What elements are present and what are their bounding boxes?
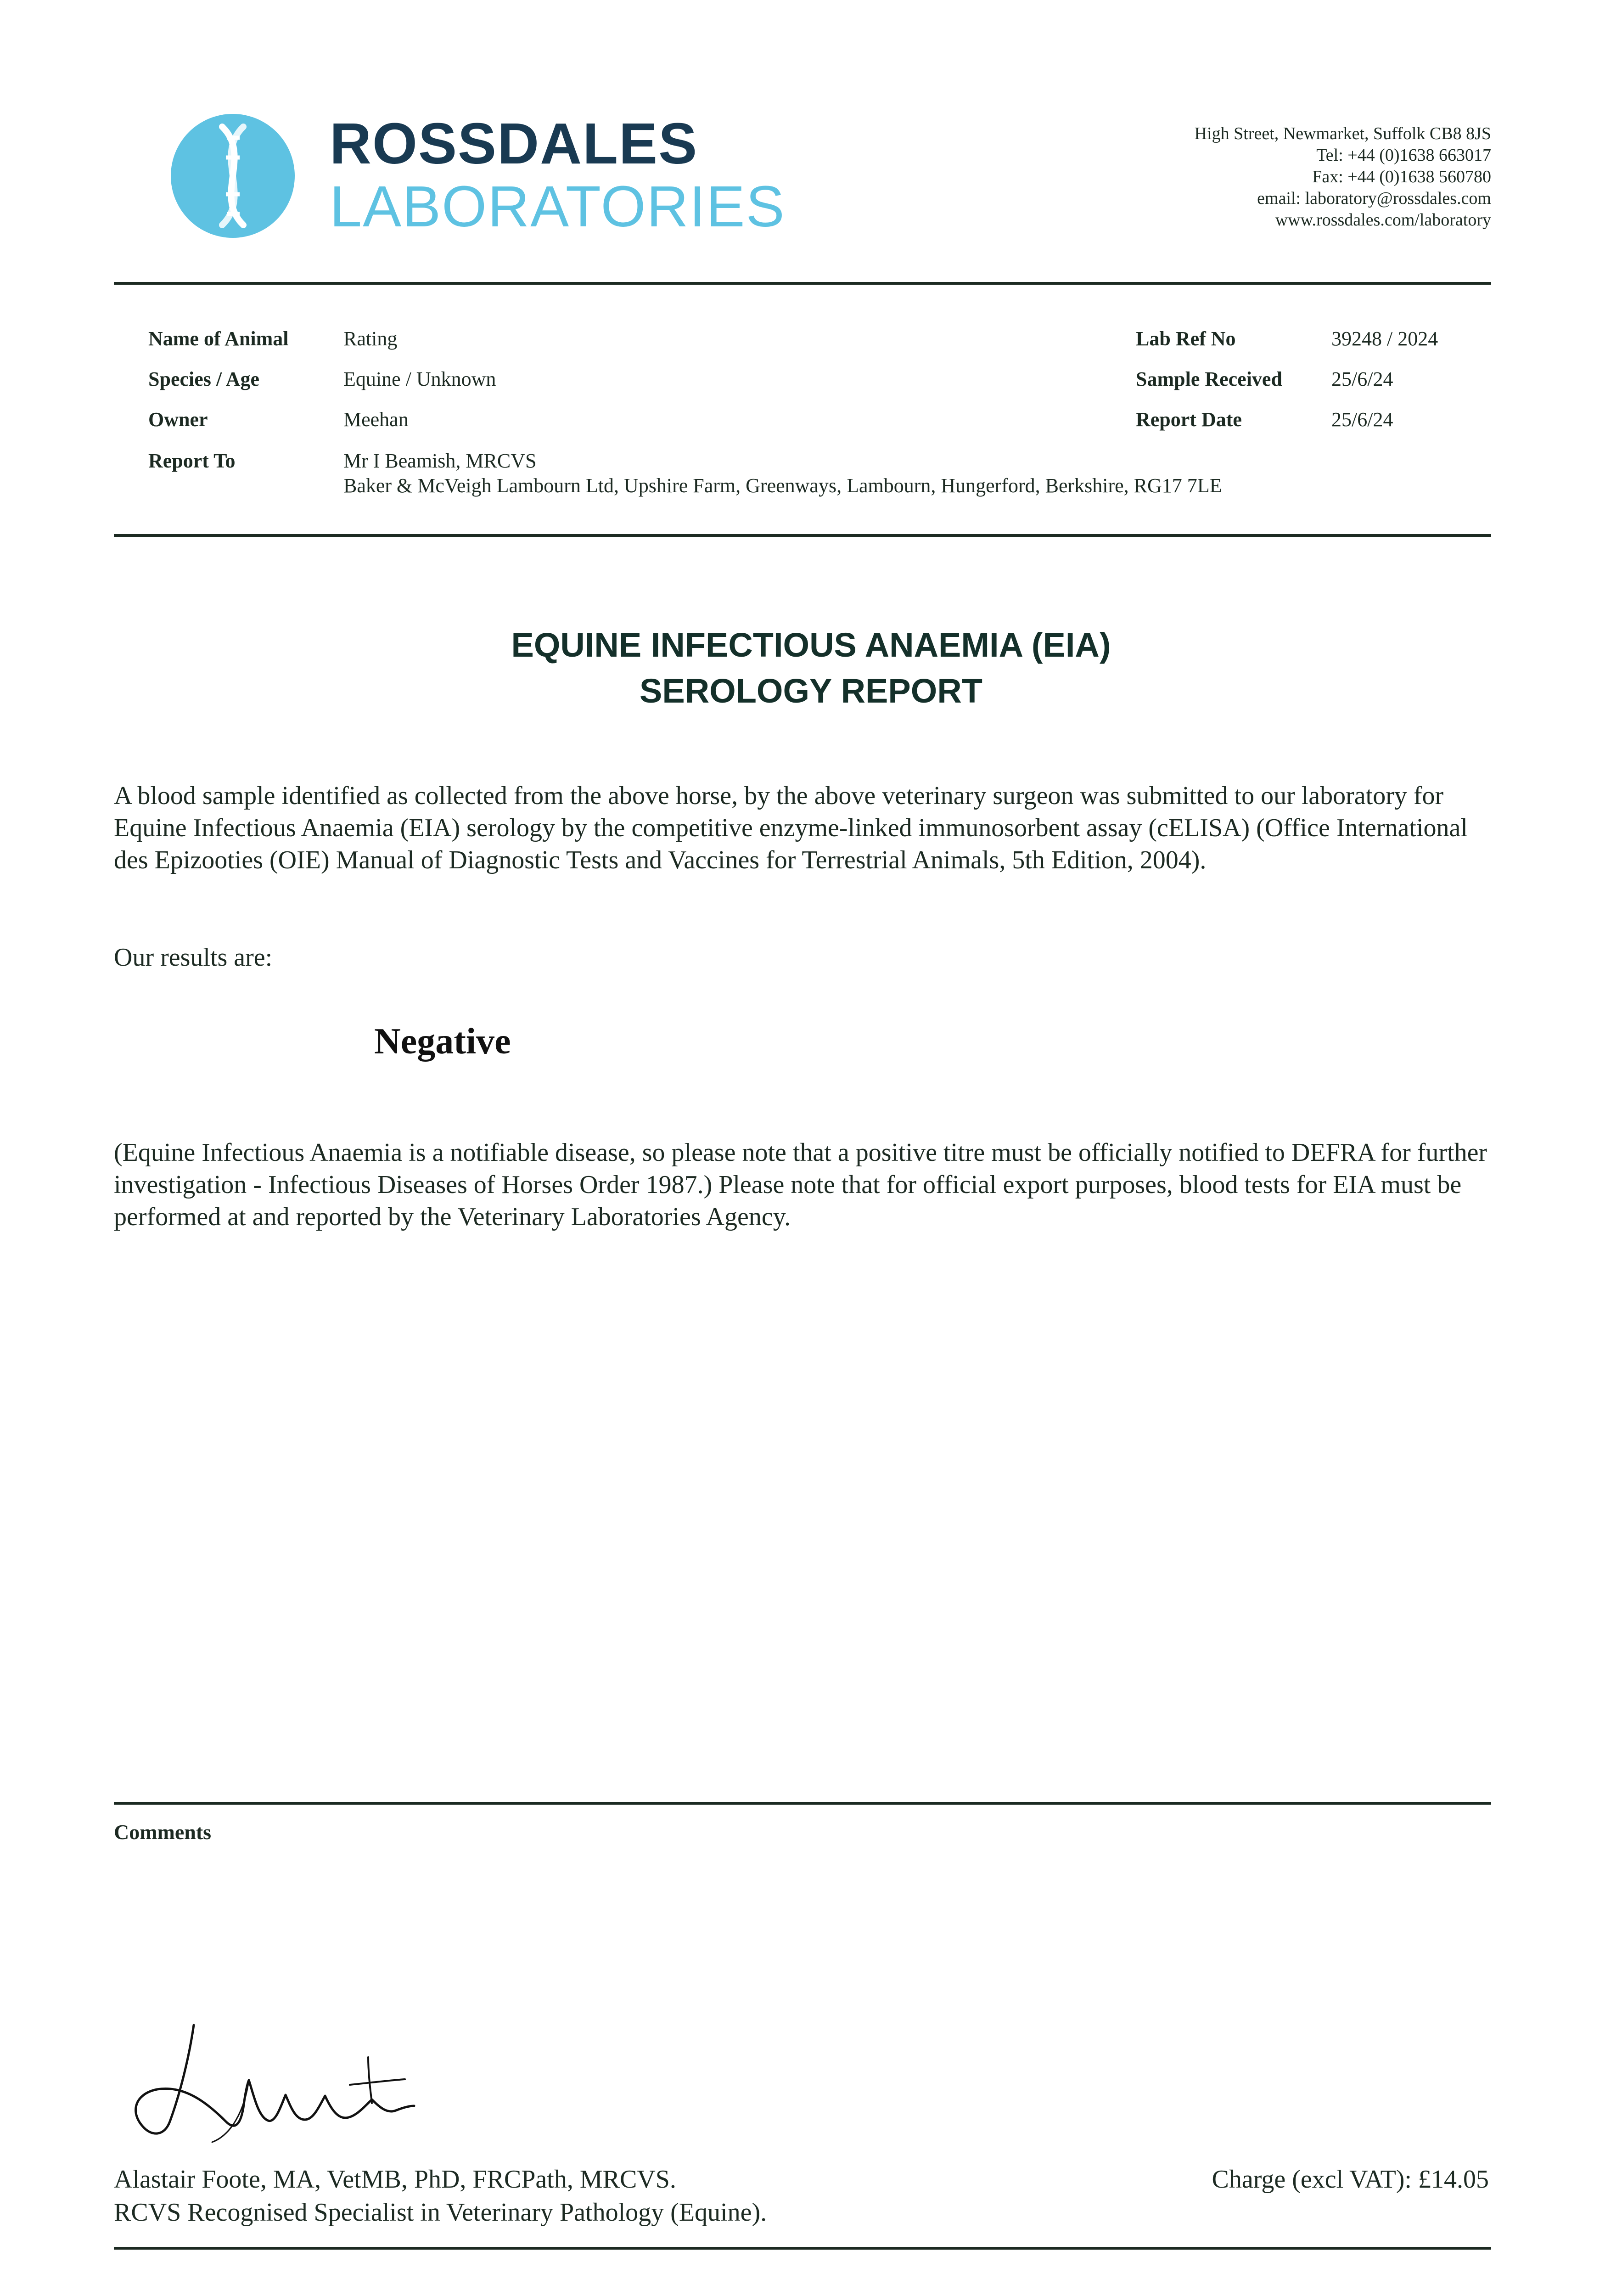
- lab-ref-value: 39248 / 2024: [1331, 327, 1438, 350]
- report-date-label: Report Date: [1136, 408, 1242, 431]
- address-website: www.rossdales.com/laboratory: [1275, 210, 1491, 230]
- dna-logo-icon: [171, 114, 295, 238]
- sample-received-label: Sample Received: [1136, 368, 1282, 390]
- comments-divider: [114, 1802, 1491, 1805]
- species-age-label: Species / Age: [148, 368, 259, 390]
- test-result: Negative: [374, 1021, 511, 1062]
- signatory-title: RCVS Recognised Specialist in Veterinary Pathology (Equine).: [114, 2198, 767, 2227]
- charge-amount: Charge (excl VAT): £14.05: [1212, 2165, 1489, 2194]
- name-of-animal-value: Rating: [343, 327, 398, 350]
- lab-ref-label: Lab Ref No: [1136, 327, 1236, 350]
- sample-received-value: 25/6/24: [1331, 368, 1393, 390]
- report-title-line2: SEROLOGY REPORT: [640, 672, 982, 710]
- owner-value: Meehan: [343, 408, 409, 431]
- comments-label: Comments: [114, 1820, 212, 1844]
- footer-divider: [114, 2247, 1491, 2250]
- brand-name-line2: LABORATORIES: [330, 174, 786, 239]
- report-intro-paragraph: A blood sample identified as collected from the above horse, by the above veterinary surgeon was submitted to our laboratory for Equine Infectious Anaemia (EIA) serology by the competitive enzyme-linked immunosorbent assay (cELISA) (Office International des Epizooties (OIE) Manual of Diagnostic Tests and Vaccines for Terrestrial Animals, 5th Edition, 2004).: [114, 782, 1468, 874]
- address-email: email: laboratory@rossdales.com: [1257, 189, 1491, 208]
- report-to-address: Baker & McVeigh Lambourn Ltd, Upshire Farm, Greenways, Lambourn, Hungerford, Berkshire, RG17 7LE: [343, 474, 1222, 497]
- address-street: High Street, Newmarket, Suffolk CB8 8JS: [1194, 124, 1491, 143]
- report-to-label: Report To: [148, 450, 236, 472]
- address-fax: Fax: +44 (0)1638 560780: [1312, 167, 1491, 186]
- name-of-animal-label: Name of Animal: [148, 327, 289, 350]
- signature-image: [120, 2016, 478, 2149]
- brand-name-line1: ROSSDALES: [330, 111, 698, 176]
- species-age-value: Equine / Unknown: [343, 368, 496, 390]
- owner-label: Owner: [148, 408, 208, 431]
- report-to-name: Mr I Beamish, MRCVS: [343, 450, 537, 472]
- lab-address: [1195, 123, 1491, 231]
- report-title-line1: EQUINE INFECTIOUS ANAEMIA (EIA): [511, 626, 1111, 664]
- header-divider: [114, 282, 1491, 285]
- address-tel: Tel: +44 (0)1638 663017: [1316, 146, 1491, 165]
- results-intro: Our results are:: [114, 943, 273, 972]
- signatory: [114, 2163, 767, 2229]
- details-divider: [114, 534, 1491, 537]
- signatory-name: Alastair Foote, MA, VetMB, PhD, FRCPath, MRCVS.: [114, 2165, 676, 2194]
- notifiable-disease-note: (Equine Infectious Anaemia is a notifiable disease, so please note that a positive titre must be officially notified to DEFRA for further investigation - Infectious Diseases of Horses Order 1987.) Please note that for official export purposes, blood tests for EIA must be performed at and reported by the Veterinary Laboratories Agency.: [114, 1138, 1487, 1231]
- report-date-value: 25/6/24: [1331, 408, 1393, 431]
